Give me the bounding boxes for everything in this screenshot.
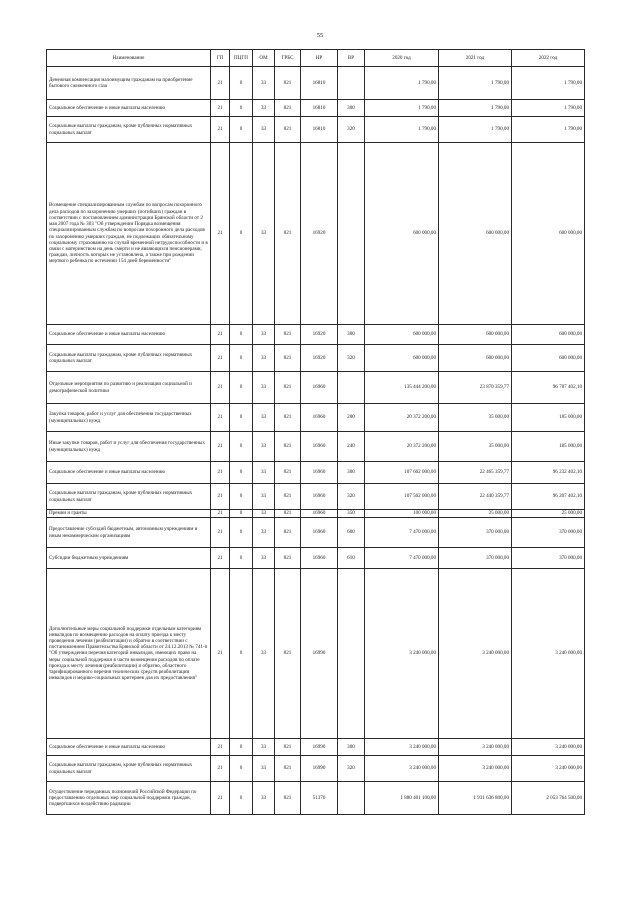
cell-y2022: 3 240 000,00 [512, 756, 585, 782]
cell-vr: 300 [338, 325, 365, 345]
cell-name: Дополнительные меры социальной поддержки отдельным категориям инвалидов по возмещению расходов на оплату проезда к месту проведения лечения (реабилитации) и обратно в соответствии с постановлением Правительства Брянской области от 24.12.2013 № 741-п "Об утверждении перечня категорий инвалидов, имеющих право на меры социальной поддержки в части возмещения расходов по оплате проезда к месту лечения (реабилитации) и обратно, областного тарифицированного перечня технических средств реабилитации инвалидов и медико-социальных критериев для их предоставления" [47, 569, 211, 739]
cell-grbs: 821 [275, 510, 301, 518]
cell-vr: 320 [338, 345, 365, 372]
col-header: ОМ [253, 50, 275, 67]
cell-grbs: 821 [275, 739, 301, 756]
cell-om: 33 [253, 548, 275, 569]
cell-y2021: 22 440 359,77 [439, 484, 512, 510]
cell-vr: 200 [338, 404, 365, 432]
cell-vr: 600 [338, 518, 365, 548]
cell-pgp: 0 [230, 117, 253, 143]
cell-gp: 21 [211, 372, 230, 404]
cell-name: Социальное обеспечение и иные выплаты населению [47, 739, 211, 756]
cell-y2020: 107 602 000,00 [365, 462, 439, 484]
cell-y2021: 600 000,00 [439, 325, 512, 345]
col-header: ГРБС [275, 50, 301, 67]
cell-pgp: 0 [230, 782, 253, 815]
cell-y2020: 600 000,00 [365, 345, 439, 372]
cell-pgp: 0 [230, 143, 253, 325]
cell-pgp: 0 [230, 325, 253, 345]
cell-vr: 320 [338, 484, 365, 510]
table-row [47, 484, 585, 510]
cell-gp: 21 [211, 782, 230, 815]
cell-y2022: 185 000,00 [512, 432, 585, 462]
budget-table [46, 49, 585, 815]
col-header: Наименование [47, 50, 211, 67]
cell-gp: 21 [211, 462, 230, 484]
cell-y2020: 3 240 000,00 [365, 569, 439, 739]
cell-grbs: 821 [275, 432, 301, 462]
table-row [47, 100, 585, 117]
cell-y2021: 25 000,00 [439, 510, 512, 518]
cell-gp: 21 [211, 432, 230, 462]
cell-om: 33 [253, 782, 275, 815]
cell-name: Предоставление субсидий бюджетным, автономным учреждениям и иным некоммерческим организациям [47, 518, 211, 548]
cell-grbs: 821 [275, 67, 301, 100]
table-row [47, 325, 585, 345]
cell-pgp: 0 [230, 510, 253, 518]
cell-grbs: 821 [275, 548, 301, 569]
cell-y2020: 7 470 000,00 [365, 518, 439, 548]
cell-y2020: 1 790,00 [365, 67, 439, 100]
cell-om: 33 [253, 739, 275, 756]
cell-name: Социальные выплаты гражданам, кроме публичных нормативных социальных выплат [47, 117, 211, 143]
cell-y2021: 600 000,00 [439, 143, 512, 325]
cell-grbs: 821 [275, 484, 301, 510]
cell-pgp: 0 [230, 404, 253, 432]
cell-y2022: 185 000,00 [512, 404, 585, 432]
table-row [47, 67, 585, 100]
cell-y2022: 600 000,00 [512, 143, 585, 325]
cell-pgp: 0 [230, 569, 253, 739]
cell-gp: 21 [211, 67, 230, 100]
cell-pgp: 0 [230, 432, 253, 462]
cell-om: 33 [253, 325, 275, 345]
cell-om: 33 [253, 518, 275, 548]
cell-nr: 16810 [301, 117, 338, 143]
col-header: 2020 год [365, 50, 439, 67]
cell-om: 33 [253, 67, 275, 100]
cell-om: 33 [253, 462, 275, 484]
cell-y2021: 370 000,00 [439, 548, 512, 569]
col-header: ПЦГП [230, 50, 253, 67]
cell-pgp: 0 [230, 548, 253, 569]
cell-vr [338, 67, 365, 100]
cell-name: Осуществление переданных полномочий Российской Федерации по предоставлению отдельных мер социальной поддержки граждан, подвергшихся воздействию радиации [47, 782, 211, 815]
cell-y2020: 135 444 200,00 [365, 372, 439, 404]
col-header: 2022 год [512, 50, 585, 67]
cell-nr: 16960 [301, 372, 338, 404]
cell-nr: 16920 [301, 345, 338, 372]
cell-vr [338, 569, 365, 739]
cell-pgp: 0 [230, 756, 253, 782]
cell-om: 33 [253, 569, 275, 739]
cell-pgp: 0 [230, 372, 253, 404]
cell-y2022: 96 207 402,10 [512, 484, 585, 510]
table-row [47, 518, 585, 548]
table-header-row [47, 50, 585, 67]
cell-y2020: 1 790,00 [365, 117, 439, 143]
page-number: 55 [316, 32, 324, 39]
cell-vr: 320 [338, 756, 365, 782]
cell-gp: 21 [211, 518, 230, 548]
cell-y2021: 370 000,00 [439, 518, 512, 548]
cell-name: Премии и гранты [47, 510, 211, 518]
cell-y2020: 1 880 401 100,00 [365, 782, 439, 815]
table-body [47, 67, 585, 815]
col-header: ВР [338, 50, 365, 67]
cell-pgp: 0 [230, 67, 253, 100]
cell-vr: 300 [338, 739, 365, 756]
cell-name: Социальное обеспечение и иные выплаты населению [47, 462, 211, 484]
table-row [47, 569, 585, 739]
cell-om: 33 [253, 117, 275, 143]
cell-y2020: 3 240 000,00 [365, 739, 439, 756]
cell-y2021: 600 000,00 [439, 345, 512, 372]
cell-gp: 21 [211, 739, 230, 756]
cell-om: 33 [253, 345, 275, 372]
cell-y2020: 20 372 200,00 [365, 432, 439, 462]
cell-vr: 240 [338, 432, 365, 462]
table-row [47, 756, 585, 782]
cell-om: 33 [253, 372, 275, 404]
cell-nr: 16960 [301, 548, 338, 569]
cell-nr: 16810 [301, 100, 338, 117]
cell-y2022: 2 053 764 500,00 [512, 782, 585, 815]
table-row [47, 143, 585, 325]
cell-grbs: 821 [275, 756, 301, 782]
cell-gp: 21 [211, 756, 230, 782]
cell-grbs: 821 [275, 345, 301, 372]
cell-gp: 21 [211, 404, 230, 432]
cell-grbs: 821 [275, 372, 301, 404]
cell-y2020: 100 000,00 [365, 510, 439, 518]
cell-y2022: 370 000,00 [512, 518, 585, 548]
cell-vr: 320 [338, 117, 365, 143]
cell-y2020: 20 372 200,00 [365, 404, 439, 432]
cell-y2022: 96 232 402,10 [512, 462, 585, 484]
cell-y2022: 3 240 000,00 [512, 739, 585, 756]
cell-vr: 610 [338, 548, 365, 569]
cell-vr [338, 372, 365, 404]
cell-name: Субсидии бюджетным учреждениям [47, 548, 211, 569]
cell-y2022: 25 000,00 [512, 510, 585, 518]
table-row [47, 432, 585, 462]
col-header: НР [301, 50, 338, 67]
cell-nr: 16920 [301, 325, 338, 345]
cell-y2021: 35 000,00 [439, 404, 512, 432]
cell-name: Социальные выплаты гражданам, кроме публичных нормативных социальных выплат [47, 756, 211, 782]
cell-nr: 16960 [301, 510, 338, 518]
cell-y2022: 370 000,00 [512, 548, 585, 569]
cell-om: 33 [253, 484, 275, 510]
cell-nr: 51370 [301, 782, 338, 815]
cell-pgp: 0 [230, 739, 253, 756]
cell-gp: 21 [211, 510, 230, 518]
cell-name: Социальные выплаты гражданам, кроме публичных нормативных социальных выплат [47, 484, 211, 510]
cell-grbs: 821 [275, 782, 301, 815]
cell-name: Социальные выплаты гражданам, кроме публичных нормативных социальных выплат [47, 345, 211, 372]
cell-vr [338, 143, 365, 325]
cell-y2022: 3 240 000,00 [512, 569, 585, 739]
cell-grbs: 821 [275, 117, 301, 143]
cell-y2022: 1 790,00 [512, 67, 585, 100]
cell-gp: 21 [211, 325, 230, 345]
cell-name: Социальное обеспечение и иные выплаты населению [47, 100, 211, 117]
cell-om: 33 [253, 756, 275, 782]
cell-grbs: 821 [275, 100, 301, 117]
table-row [47, 372, 585, 404]
cell-y2021: 1 790,00 [439, 67, 512, 100]
cell-y2021: 23 870 359,77 [439, 372, 512, 404]
cell-gp: 21 [211, 117, 230, 143]
table-row [47, 782, 585, 815]
col-header: 2021 год [439, 50, 512, 67]
cell-om: 33 [253, 432, 275, 462]
cell-pgp: 0 [230, 100, 253, 117]
cell-grbs: 821 [275, 325, 301, 345]
cell-y2022: 1 790,00 [512, 117, 585, 143]
cell-pgp: 0 [230, 518, 253, 548]
cell-om: 33 [253, 404, 275, 432]
cell-nr: 16960 [301, 462, 338, 484]
cell-grbs: 821 [275, 462, 301, 484]
cell-gp: 21 [211, 100, 230, 117]
cell-y2020: 107 502 000,00 [365, 484, 439, 510]
cell-y2022: 1 790,00 [512, 100, 585, 117]
cell-y2021: 3 240 000,00 [439, 569, 512, 739]
cell-gp: 21 [211, 548, 230, 569]
cell-gp: 21 [211, 569, 230, 739]
cell-nr: 16960 [301, 484, 338, 510]
cell-y2021: 1 790,00 [439, 100, 512, 117]
cell-vr: 350 [338, 510, 365, 518]
cell-y2021: 35 000,00 [439, 432, 512, 462]
cell-y2022: 600 000,00 [512, 345, 585, 372]
cell-name: Иные закупки товаров, работ и услуг для обеспечения государственных (муниципальных) нужд [47, 432, 211, 462]
cell-gp: 21 [211, 345, 230, 372]
cell-vr: 300 [338, 462, 365, 484]
cell-y2021: 3 240 000,00 [439, 739, 512, 756]
cell-name: Социальное обеспечение и иные выплаты населению [47, 325, 211, 345]
cell-gp: 21 [211, 484, 230, 510]
table-row [47, 548, 585, 569]
cell-name: Закупка товаров, работ и услуг для обеспечения государственных (муниципальных) нужд [47, 404, 211, 432]
cell-nr: 16960 [301, 518, 338, 548]
col-header: ГП [211, 50, 230, 67]
cell-pgp: 0 [230, 345, 253, 372]
table-row [47, 404, 585, 432]
cell-y2020: 1 790,00 [365, 100, 439, 117]
cell-grbs: 821 [275, 143, 301, 325]
cell-grbs: 821 [275, 518, 301, 548]
cell-grbs: 821 [275, 569, 301, 739]
cell-y2022: 600 000,00 [512, 325, 585, 345]
cell-vr [338, 782, 365, 815]
cell-vr: 300 [338, 100, 365, 117]
cell-nr: 16990 [301, 756, 338, 782]
cell-y2020: 600 000,00 [365, 325, 439, 345]
cell-y2020: 600 000,00 [365, 143, 439, 325]
cell-name: Возмещение специализированным службам по вопросам похоронного дела расходов по захоронению умерших (погибших) граждан в соответствии с постановлением администрации Брянской области от 2 мая 2007 года № 303 "Об утверждении Порядка возмещения специализированным службам по вопросам похоронного дела расходов по захоронению умерших граждан, не подлежащих обязательному социальному страхованию на случай временной нетрудоспособности и в связи с материнством на день смерти и не являющихся пенсионерами, граждан, личность которых не установлена, а также при рождении мертвого ребенка по истечении 154 дней беременности" [47, 143, 211, 325]
cell-y2021: 1 931 636 800,00 [439, 782, 512, 815]
cell-nr: 16920 [301, 143, 338, 325]
cell-nr: 16990 [301, 739, 338, 756]
cell-pgp: 0 [230, 484, 253, 510]
table-row [47, 117, 585, 143]
cell-nr: 16960 [301, 404, 338, 432]
cell-nr: 16990 [301, 569, 338, 739]
cell-y2020: 3 240 000,00 [365, 756, 439, 782]
cell-om: 33 [253, 510, 275, 518]
table-row [47, 739, 585, 756]
cell-om: 33 [253, 100, 275, 117]
cell-gp: 21 [211, 143, 230, 325]
table-row [47, 462, 585, 484]
table-row [47, 345, 585, 372]
table-row [47, 510, 585, 518]
cell-nr: 16960 [301, 432, 338, 462]
cell-y2020: 7 470 000,00 [365, 548, 439, 569]
cell-name: Денежная компенсация малоимущим гражданам на приобретение бытового сжиженного газа [47, 67, 211, 100]
cell-y2021: 22 465 359,77 [439, 462, 512, 484]
cell-y2022: 96 787 402,10 [512, 372, 585, 404]
cell-pgp: 0 [230, 462, 253, 484]
cell-nr: 16810 [301, 67, 338, 100]
cell-name: Отдельные мероприятия по развитию и реализации социальной и демографической политики [47, 372, 211, 404]
cell-om: 33 [253, 143, 275, 325]
cell-grbs: 821 [275, 404, 301, 432]
cell-y2021: 1 790,00 [439, 117, 512, 143]
cell-y2021: 3 240 000,00 [439, 756, 512, 782]
